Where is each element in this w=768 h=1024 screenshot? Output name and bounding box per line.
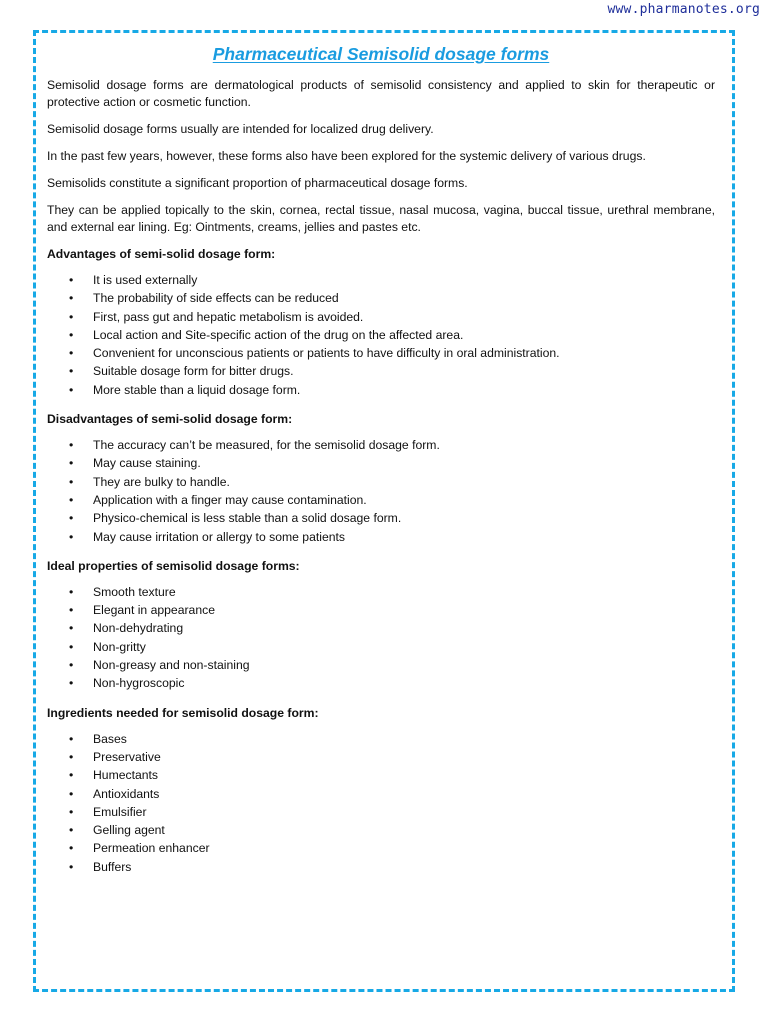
list-item: • Bases [47,730,715,748]
list-item: • First, pass gut and hepatic metabolism is avoided. [47,308,715,326]
list-item: • Humectants [47,766,715,784]
bullet-icon: • [69,474,74,489]
intro-paragraph-application: They can be applied topically to the skin, cornea, rectal tissue, nasal mucosa, vagina, buccal tissue, urethral membrane, and external ear lining. Eg: Ointments, creams, jellies and pastes etc. [47,203,715,234]
bullet-list [47,583,715,693]
list-item: • Elegant in appearance [47,601,715,619]
list-item: • They are bulky to handle. [47,473,715,491]
bullet-icon: • [69,456,74,471]
intro-paragraph-systemic: In the past few years, however, these forms also have been explored for the systemic delivery of various drugs. [47,149,646,163]
bullet-list [47,271,715,399]
intro-paragraph-localized: Semisolid dosage forms usually are intended for localized drug delivery. [47,122,434,136]
list-item: • Non-gritty [47,638,715,656]
section-advantages [47,246,715,399]
list-item: • More stable than a liquid dosage form. [47,381,715,399]
bullet-icon: • [69,823,74,838]
section-heading: Ingredients needed for semisolid dosage form: [47,705,319,720]
section-heading: Advantages of semi-solid dosage form: [47,247,276,261]
bullet-icon: • [69,658,74,673]
list-item: • Convenient for unconscious patients or patients to have difficulty in oral administration. [47,344,715,362]
bullet-icon: • [69,291,74,306]
bullet-icon: • [69,859,74,874]
bullet-icon: • [69,841,74,856]
bullet-icon: • [69,639,74,654]
bullet-icon: • [69,309,74,324]
list-item: • Preservative [47,748,715,766]
bullet-icon: • [69,511,74,526]
list-item: • The accuracy can’t be measured, for the semisolid dosage form. [47,436,715,454]
bullet-icon: • [69,749,74,764]
section-heading: Disadvantages of semi-solid dosage form: [47,412,293,427]
bullet-icon: • [69,584,74,599]
bullet-icon: • [69,327,74,342]
list-item: • Emulsifier [47,803,715,821]
list-item: • Application with a finger may cause contamination. [47,491,715,509]
list-item: • May cause irritation or allergy to some patients [47,528,715,546]
list-item: • The probability of side effects can be reduced [47,289,715,307]
bullet-icon: • [69,786,74,801]
list-item: • Non-greasy and non-staining [47,656,715,674]
website-url[interactable]: www.pharmanotes.org [607,2,760,17]
list-item: • Suitable dosage form for bitter drugs. [47,362,715,380]
bullet-icon: • [69,364,74,379]
list-item: • Gelling agent [47,821,715,839]
list-item: • Local action and Site-specific action of the drug on the affected area. [47,326,715,344]
bullet-icon: • [69,346,74,361]
bullet-icon: • [69,768,74,783]
list-item: • Permeation enhancer [47,839,715,857]
bullet-icon: • [69,676,74,691]
intro-paragraph-proportion: Semisolids constitute a significant proportion of pharmaceutical dosage forms. [47,176,468,190]
bullet-icon: • [69,382,74,397]
list-item: • Non-dehydrating [47,619,715,637]
list-item: • Smooth texture [47,583,715,601]
bullet-icon: • [69,621,74,636]
section-disadvantages [47,411,715,546]
bullet-list [47,730,715,876]
section-ideal-properties [47,558,715,693]
bullet-icon: • [69,529,74,544]
section-ingredients [47,705,715,876]
list-item: • Physico-chemical is less stable than a solid dosage form. [47,509,715,527]
bullet-icon: • [69,603,74,618]
list-item: • Non-hygroscopic [47,674,715,692]
intro-paragraph-definition: Semisolid dosage forms are dermatological products of semisolid consistency and applied to skin for therapeutic or protective action or cosmetic function. [47,78,715,109]
bullet-icon: • [69,273,74,287]
bullet-list [47,436,715,546]
list-item: • May cause staining. [47,454,715,472]
list-item: • It is used externally [47,271,715,289]
list-item: • Buffers [47,858,715,876]
document-title: Pharmaceutical Semisolid dosage forms [212,44,550,64]
bullet-icon: • [69,731,74,746]
section-heading: Ideal properties of semisolid dosage forms: [47,558,300,573]
bullet-icon: • [69,804,74,819]
list-item: • Antioxidants [47,785,715,803]
document-body [47,44,715,888]
bullet-icon: • [69,438,74,453]
bullet-icon: • [69,492,74,507]
